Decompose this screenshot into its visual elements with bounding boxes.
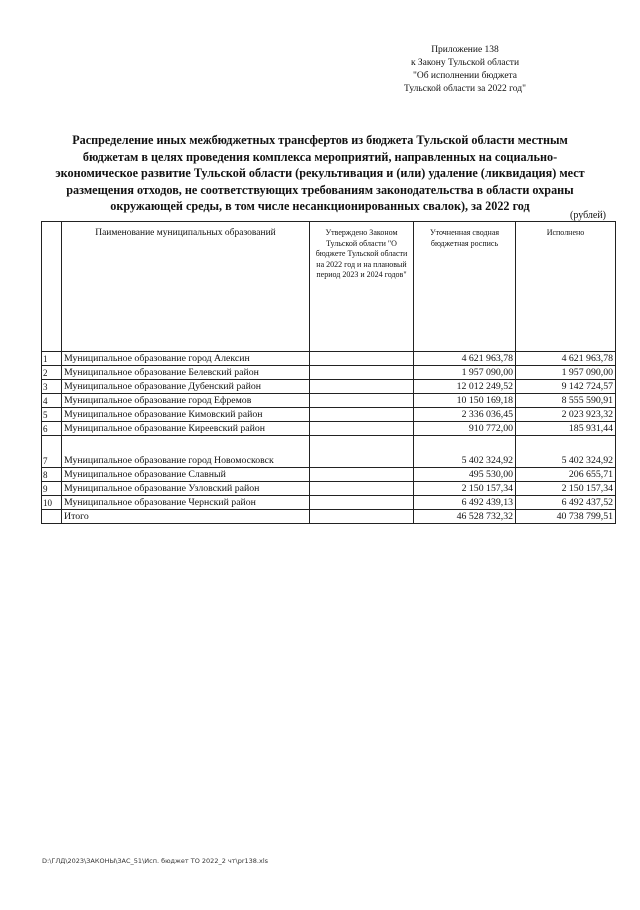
row-num: 6 [42, 422, 62, 436]
row-refined: 4 621 963,78 [414, 352, 516, 366]
row-executed: 4 621 963,78 [516, 352, 616, 366]
header-approved: Утверждено Законом Тульской области "О бюджете Тульской области на 2022 год и на плановый период 2023 и 2024 годов" [310, 222, 414, 352]
row-name: Муниципальное образование Кимовский район [62, 408, 310, 422]
row-executed: 2 150 157,34 [516, 482, 616, 496]
row-approved [310, 408, 414, 422]
total-label: Итого [62, 510, 310, 524]
row-approved [310, 422, 414, 436]
row-num: 9 [42, 482, 62, 496]
row-approved [310, 380, 414, 394]
table-row [42, 468, 616, 482]
table-row [42, 482, 616, 496]
table-row [42, 436, 616, 468]
table-row [42, 352, 616, 366]
header-refined: Уточненная сводная бюджетная роспись [414, 222, 516, 352]
total-refined: 46 528 732,32 [414, 510, 516, 524]
table-row [42, 394, 616, 408]
header-executed: Исполнено [516, 222, 616, 352]
appendix-line-3: "Об исполнении бюджета [412, 71, 518, 81]
row-refined: 12 012 249,52 [414, 380, 516, 394]
row-name: Муниципальное образование Белевский район [62, 366, 310, 380]
appendix-line-1: Приложение 138 [431, 45, 499, 55]
table-row [42, 408, 616, 422]
row-num: 8 [42, 468, 62, 482]
appendix-line-4: Тульской области за 2022 год" [404, 84, 526, 94]
table-row [42, 496, 616, 510]
row-executed: 206 655,71 [516, 468, 616, 482]
row-approved [310, 436, 414, 468]
row-name: Муниципальное образование город Ефремов [62, 394, 310, 408]
total-executed: 40 738 799,51 [516, 510, 616, 524]
appendix-block [380, 44, 550, 96]
file-path-footer: D:\ГЛД\2023\ЗАКОНЫ\ЗАС_51\Исп. бюджет ТО 2022_2 чт\pr138.xls [42, 857, 269, 865]
header-name: Паименование муниципальных образований [62, 222, 310, 352]
appendix-line-2: к Закону Тульской области [410, 58, 520, 68]
row-approved [310, 482, 414, 496]
row-num: 3 [42, 380, 62, 394]
row-num: 5 [42, 408, 62, 422]
total-row [42, 510, 616, 524]
row-executed: 9 142 724,57 [516, 380, 616, 394]
row-name: Муниципальное образование город Новомосковск [62, 436, 310, 468]
row-executed: 1 957 090,00 [516, 366, 616, 380]
table-row [42, 380, 616, 394]
row-approved [310, 496, 414, 510]
row-num: 7 [42, 436, 62, 468]
row-name: Муниципальное образование Дубенский район [62, 380, 310, 394]
row-executed: 185 931,44 [516, 422, 616, 436]
row-approved [310, 468, 414, 482]
row-num: 10 [42, 496, 62, 510]
row-num: 1 [42, 352, 62, 366]
row-executed: 5 402 324,92 [516, 436, 616, 468]
total-num [42, 510, 62, 524]
row-name: Муниципальное образование Киреевский район [62, 422, 310, 436]
table-row [42, 422, 616, 436]
row-refined: 495 530,00 [414, 468, 516, 482]
row-refined: 10 150 169,18 [414, 394, 516, 408]
row-num: 4 [42, 394, 62, 408]
row-executed: 6 492 437,52 [516, 496, 616, 510]
row-num: 2 [42, 366, 62, 380]
row-refined: 2 150 157,34 [414, 482, 516, 496]
row-name: Муниципальное образование Славный [62, 468, 310, 482]
row-refined: 910 772,00 [414, 422, 516, 436]
header-num [42, 222, 62, 352]
row-executed: 2 023 923,32 [516, 408, 616, 422]
row-refined: 6 492 439,13 [414, 496, 516, 510]
row-name: Муниципальное образование город Алексин [62, 352, 310, 366]
row-approved [310, 352, 414, 366]
row-approved [310, 394, 414, 408]
table-header-row [42, 222, 616, 352]
row-name: Муниципальное образование Чернский район [62, 496, 310, 510]
row-executed: 8 555 590,91 [516, 394, 616, 408]
total-approved [310, 510, 414, 524]
row-approved [310, 366, 414, 380]
transfers-table [41, 221, 616, 524]
row-refined: 2 336 036,45 [414, 408, 516, 422]
units-label: (рублей) [570, 210, 607, 221]
row-refined: 1 957 090,00 [414, 366, 516, 380]
row-refined: 5 402 324,92 [414, 436, 516, 468]
document-title: Распределение иных межбюджетных трансфертов из бюджета Тульской области местным бюджетам в целях проведения комплекса мероприятий, направленных на социально-экономическое развитие Тульской области (рекультивация и (или) удаление (ликвидация) мест размещения отходов, не соответствующих требованиям законодательства в области охраны окружающей среды, в том числе несанкционированных свалок), за 2022 год [55, 133, 585, 213]
table-row [42, 366, 616, 380]
row-name: Муниципальное образование Узловский район [62, 482, 310, 496]
